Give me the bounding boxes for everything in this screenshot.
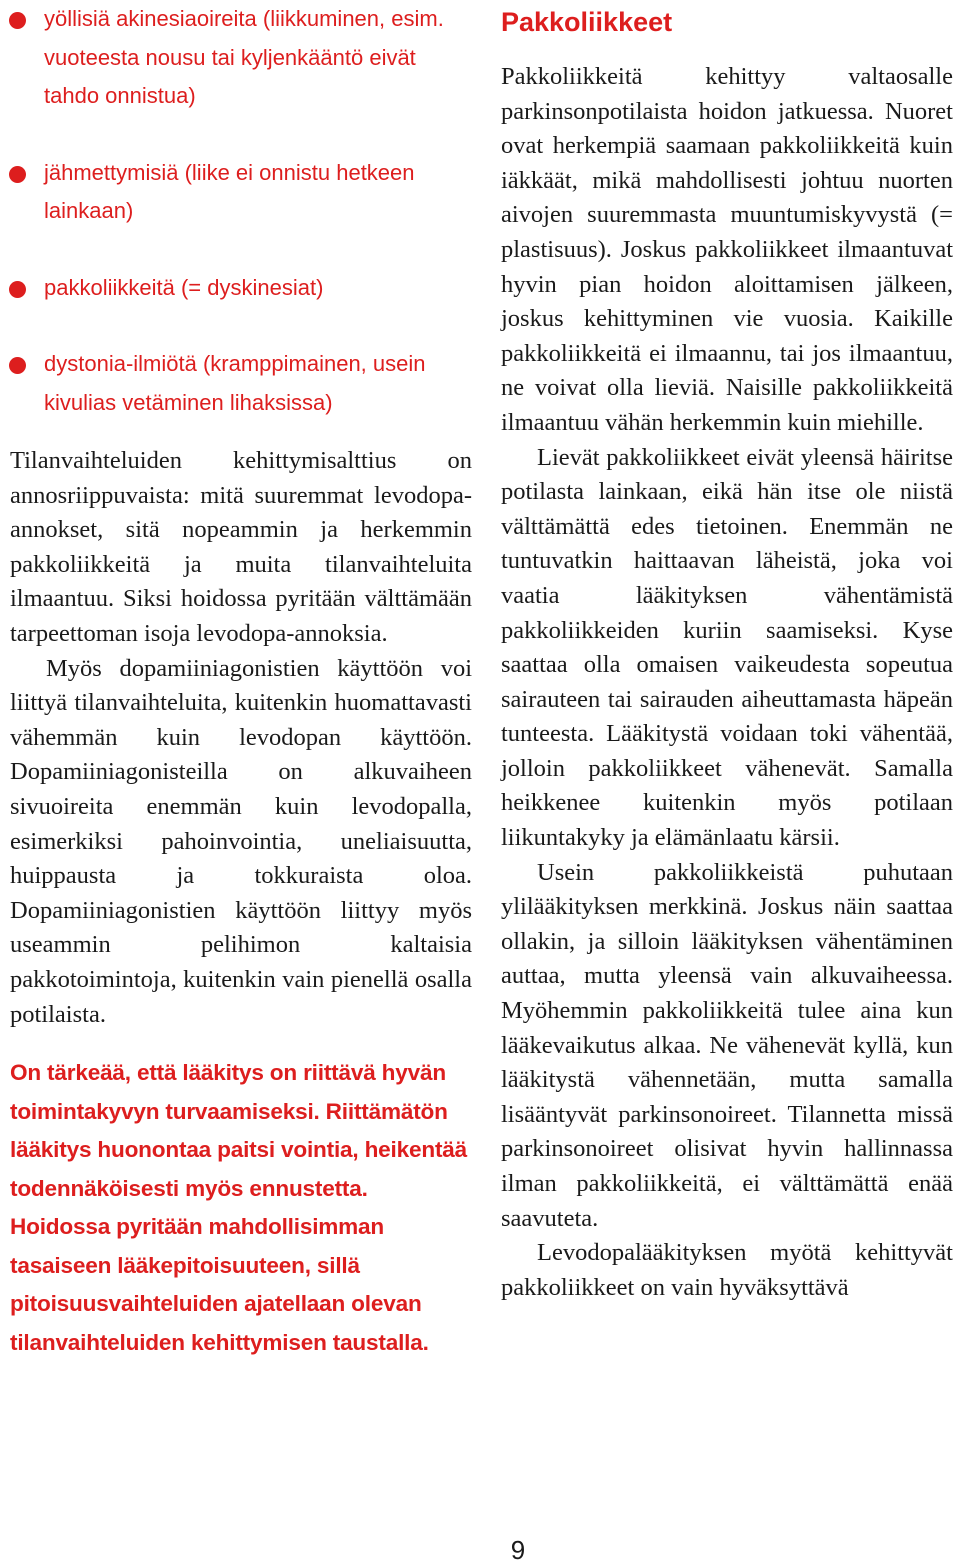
list-item	[10, 0, 472, 116]
body-paragraph: Tilanvaihteluiden kehittymisalttius on annosriippuvaista: mitä suuremmat levodopa-annokset, sitä nopeammin ja herkemmin pakkoliikkeitä ja muita tilanvaihteluita ilmaantuu. Siksi hoidossa pyritään välttämään tarpeettoman isoja levodopa-annoksia.	[10, 447, 472, 647]
list-item	[10, 269, 472, 308]
bullet-dot-icon	[9, 281, 26, 298]
body-paragraph: Myös dopamiiniagonistien käyttöön voi liittyä tilanvaihteluita, kuitenkin huomattavasti vähemmän kuin levodopan käyttöön. Dopamiiniagonisteilla on alkuvaiheen sivuoireita enemmän kuin levodopalla, esimerkiksi pahoinvointia, uneliaisuutta, huippausta ja tokkuraista oloa. Dopamiiniagonistien käyttöön liittyy myös useammin pelihimon kaltaisia pakkotoimintoja, kuitenkin vain pienellä osalla potilaista.	[10, 654, 472, 1028]
body-paragraph: Pakkoliikkeitä kehittyy valtaosalle parkinsonpotilaista hoidon jatkuessa. Nuoret ovat herkempiä saamaan pakkoliikkeitä kuin iäkkäät, mikä mahdollisesti johtuu nuorten aivojen suuremmasta muuntumiskyvystä (= plastisuus). Joskus pakkoliikkeet ilmaantuvat hyvin pian hoidon aloittamisen jälkeen, joskus kehittyminen vie vuosia. Kaikille pakkoliikkeitä ei ilmaannu, tai jos ilmaantuu, ne voivat olla lieviä. Naisille pakkoliikkeitä ilmaantuu vähän herkemmin kuin miehille.	[501, 63, 953, 436]
list-item	[10, 345, 472, 422]
symptom-list	[10, 0, 472, 422]
page-number: 9	[510, 1535, 526, 1565]
list-item-text: jähmettymisiä (liike ei onnistu hetkeen lainkaan)	[44, 159, 415, 223]
left-column	[10, 0, 472, 1362]
body-paragraph: Levodopalääkityksen myötä kehittyvät pakkoliikkeet on vain hyväksyttävä	[501, 1239, 953, 1301]
body-paragraph: Usein pakkoliikkeistä puhutaan ylilääkityksen merkkinä. Joskus näin saattaa ollakin, ja silloin lääkityksen vähentäminen auttaa, mutta yleensä vain alkuvaiheessa. Myöhemmin pakkoliikkeitä tulee aina kun lääkevaikutus alkaa. Ne vähenevät kyllä, kun lääkitystä vähennetään, mutta samalla lisääntyvät parkinsonoireet. Tilannetta missä parkinsonoireet olisivat hyvin hallinnassa ilman pakkoliikkeitä, ei välttämättä enää saavuteta.	[501, 858, 953, 1232]
bullet-dot-icon	[9, 357, 26, 374]
list-item-text: pakkoliikkeitä (= dyskinesiat)	[44, 274, 324, 300]
right-column	[501, 0, 953, 1305]
list-item	[10, 154, 472, 231]
list-item-text: yöllisiä akinesiaoireita (liikkuminen, esim. vuoteesta nousu tai kyljenkääntö eivät tahdo onnistua)	[44, 6, 444, 108]
list-item-text: dystonia-ilmiötä (kramppimainen, usein kivulias vetäminen lihaksissa)	[44, 351, 426, 415]
emphasis-paragraph: On tärkeää, että lääkitys on riittävä hyvän toimintakyvyn turvaamiseksi. Riittämätön lääkitys huonontaa paitsi vointia, heikentää todennäköisesti myös ennustetta. Hoidossa pyritään mahdollisimman tasaiseen lääkepitoisuuteen, sillä pitoisuusvaihteluiden ajatellaan olevan tilanvaihteluiden kehittymisen taustalla.	[10, 1060, 468, 1355]
bullet-dot-icon	[9, 166, 26, 183]
body-paragraph: Lievät pakkoliikkeet eivät yleensä häiritse potilasta lainkaan, eikä hän itse ole niistä välttämättä edes tietoinen. Enemmän ne tuntuvatkin haittaavan läheistä, joka voi vaatia lääkityksen vähentämistä pakkoliikkeiden kuriin saamiseksi. Kyse saattaa olla omaisen vaikeudesta sopeutua sairauteen tai sairauden aiheuttamasta häpeän tunteesta. Lääkitystä voidaan toki vähentää, jolloin pakkoliikkeet vähenevät. Samalla heikkenee kuitenkin myös potilaan liikuntakyky ja elämänlaatu kärsii.	[501, 443, 953, 852]
bullet-dot-icon	[9, 12, 26, 29]
section-heading: Pakkoliikkeet	[501, 7, 673, 37]
